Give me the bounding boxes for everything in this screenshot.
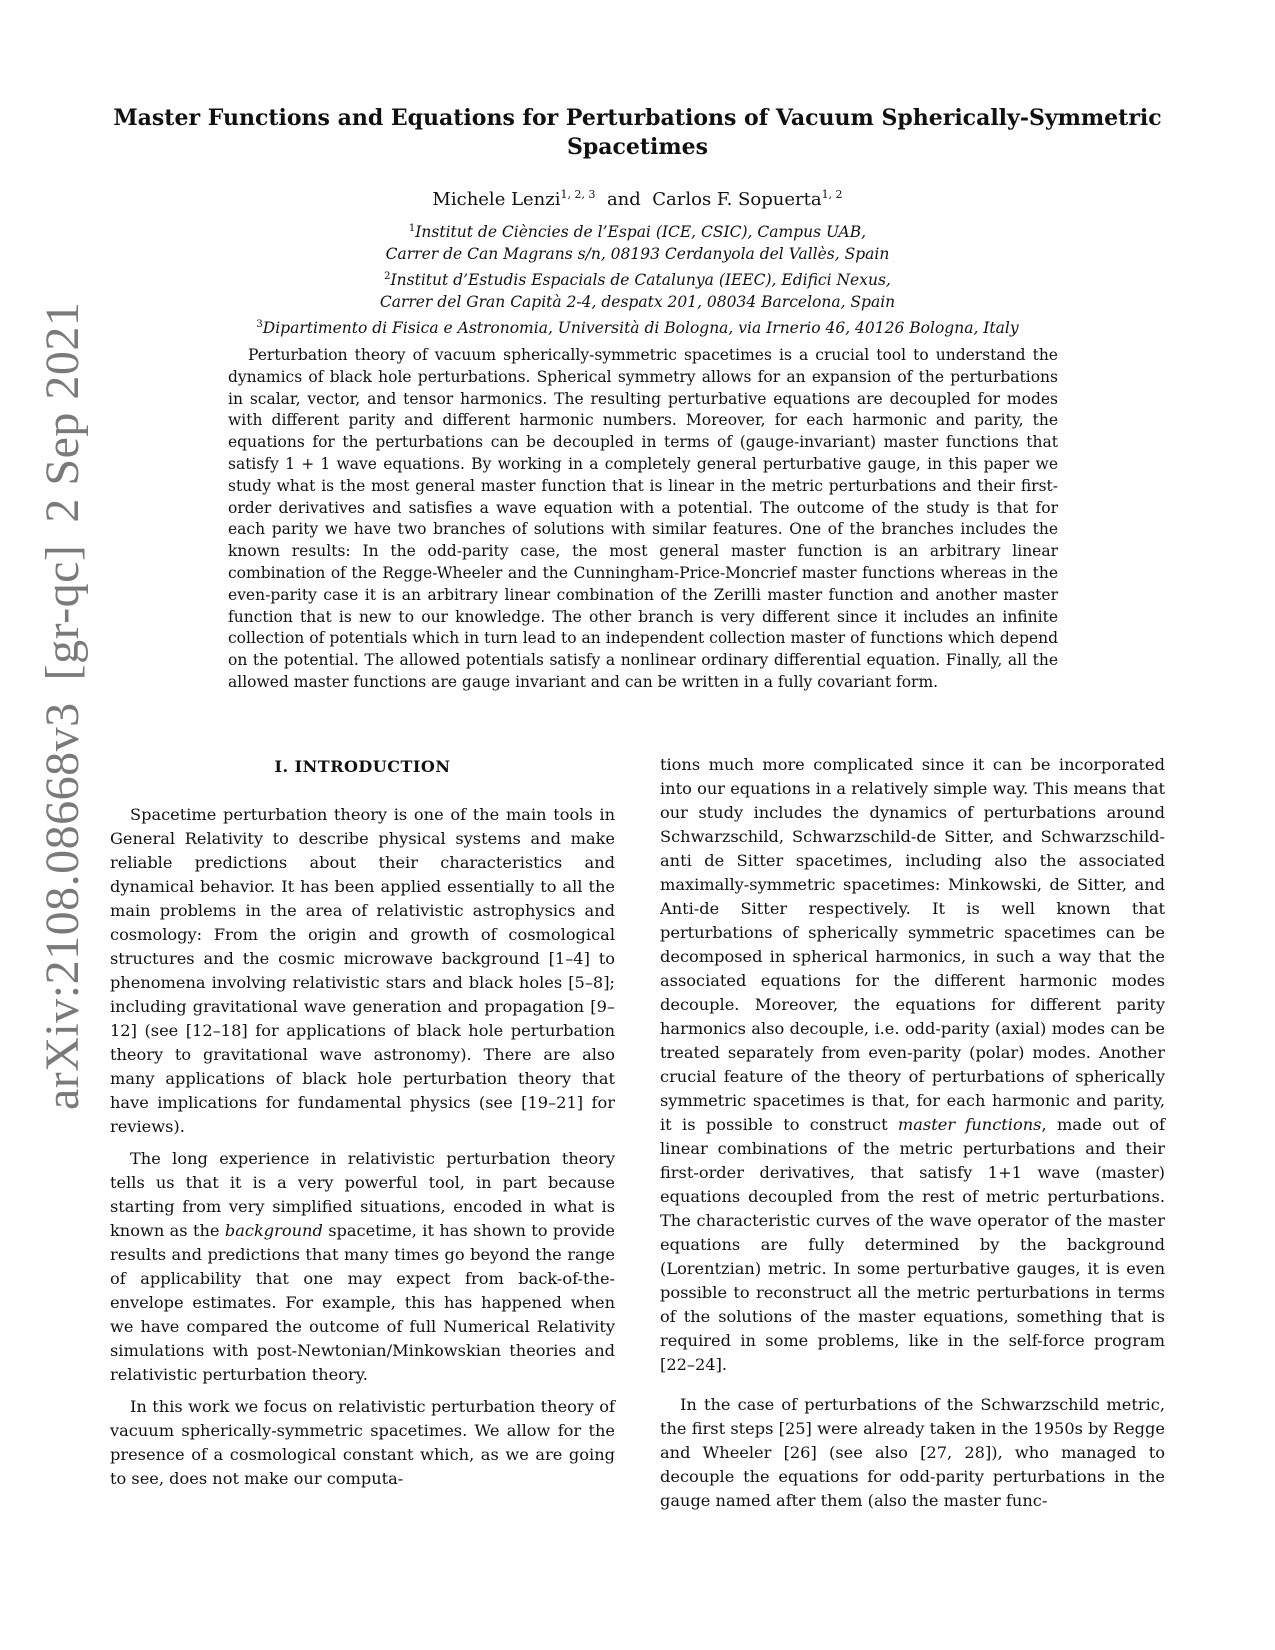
affiliation-text: Carrer de Can Magrans s/n, 08193 Cerdanyola del Vallès, Spain [385,244,890,263]
paragraph-text: The long experience in relativistic perturbation theory tells us that it is a very powerful tool, in part because starting from very simplified situations, encoded in what is known as the [110,1149,615,1240]
affiliation-text: Dipartimento di Fisica e Astronomia, Università di Bologna, via Irnerio 46, 40126 Bologna, Italy [262,318,1019,337]
author-affiliation-marks: 1, 2, 3 [560,188,596,201]
emphasized-term: master functions [897,1115,1042,1134]
affiliation-line [100,266,1175,292]
author-conjunction: and [606,189,641,210]
abstract: Perturbation theory of vacuum spherically-symmetric spacetimes is a crucial tool to understand the dynamics of black hole perturbations. Spherical symmetry allows for an expansion of the perturbations in scalar, vector, and tensor harmonics. The resulting perturbative equations are decoupled for modes with different parity and different harmonic numbers. Moreover, for each harmonic and parity, the equations for the perturbations can be decoupled in terms of (gauge-invariant) master functions that satisfy 1 + 1 wave equations. By working in a completely general perturbative gauge, in this paper we study what is the most general master function that is linear in the metric perturbations and their first-order derivatives and satisfies a wave equation with a potential. The outcome of the study is that for each parity we have two branches of solutions with similar features. One of the branches includes the known results: In the odd-parity case, the most general master function is an arbitrary linear combination of the Regge-Wheeler and the Cunningham-Price-Moncrief master functions whereas in the even-parity case it is an arbitrary linear combination of the Zerilli master function and another master function that is new to our knowledge. The other branch is very different since it includes an infinite collection of potentials which in turn lead to an independent collection master of functions which depend on the potential. The allowed potentials satisfy a nonlinear ordinary differential equation. Finally, all the allowed master functions are gauge invariant and can be written in a fully covariant form. [228,346,1058,691]
affiliation-mark: 2 [384,270,391,282]
affiliation-text: Institut de Ciències de l’Espai (ICE, CSIC), Campus UAB, [415,223,867,242]
arxiv-category: [gr-qc] [36,544,89,681]
paragraph-text: spacetime, it has shown to provide results and predictions that many times go beyond the range of applicability that one may expect from back-of-the-envelope estimates. For example, this has happened when we have compared the outcome of full Numerical Relativity simulations with post-Newtonian/Minkowskian theories and relativistic perturbation theory. [110,1221,615,1384]
arxiv-identifier-stamp [35,302,90,1110]
body-paragraph: In the case of perturbations of the Schwarzschild metric, the first steps [25] were already taken in the 1950s by Regge and Wheeler [26] (see also [27, 28]), who managed to decouple the equations for odd-parity perturbations in the gauge named after them (also the master func- [660,1395,1165,1510]
section-heading: I. INTRODUCTION [274,757,451,776]
arxiv-date: 2 Sep 2021 [36,301,89,523]
paper-title: Master Functions and Equations for Perturbations of Vacuum Spherically-Symmetric Spacetimes [113,105,1162,160]
right-column [660,753,1165,1521]
affiliation-text: Carrer del Gran Capità 2-4, despatx 201, 08034 Barcelona, Spain [379,292,896,311]
emphasized-term: background [224,1221,323,1240]
author-affiliation-marks: 1, 2 [821,188,843,201]
affiliation-mark: 1 [408,223,416,234]
affiliation-line [100,314,1175,340]
body-paragraph [660,753,1165,1377]
author-list [100,188,1175,210]
body-paragraph [110,1147,615,1387]
left-column [110,755,615,1499]
affiliation-text: Institut d’Estudis Espacials de Catalunya (IEEC), Edifici Nexus, [390,270,891,289]
author-name: Michele Lenzi [432,189,561,210]
affiliations [100,218,1175,339]
affiliation-line [100,292,1175,314]
affiliation-line [100,244,1175,266]
paragraph-text: , made out of linear combinations of the metric perturbations and their first-order derivatives, that satisfy 1+1 wave (master) equations decoupled from the rest of metric perturbations. The characteristic curves of the wave operator of the master equations are fully determined by the background (Lorentzian) metric. In some perturbative gauges, it is even possible to reconstruct all the metric perturbations in terms of the solutions of the master equations, something that is required in some problems, like in the self-force program [22–24]. [660,1115,1165,1374]
affiliation-mark: 3 [256,318,263,330]
paragraph-text: tions much more complicated since it can be incorporated into our equations in a relatively simple way. This means that our study includes the dynamics of perturbations around Schwarzschild, Schwarzschild-de Sitter, and Schwarzschild-anti de Sitter spacetimes, including also the associated maximally-symmetric spacetimes: Minkowski, de Sitter, and Anti-de Sitter respectively. It is well known that perturbations of spherically symmetric spacetimes can be decomposed in spherical harmonics, in such a way that the associated equations for the different harmonic modes decouple. Moreover, the equations for different parity harmonics also decouple, i.e. odd-parity (axial) modes can be treated separately from even-parity (polar) modes. Another crucial feature of the theory of perturbations of spherically symmetric spacetimes is that, for each harmonic and parity, it is possible to construct [660,755,1165,1134]
arxiv-id: arXiv:2108.08668v3 [36,702,89,1110]
body-paragraph: Spacetime perturbation theory is one of the main tools in General Relativity to describe physical systems and make reliable predictions about their characteristics and dynamical behavior. It has been applied essentially to all the main problems in the area of relativistic astrophysics and cosmology: From the origin and growth of cosmological structures and the cosmic microwave background [1–4] to phenomena involving relativistic stars and black holes [5–8]; including gravitational wave generation and propagation [9–12] (see [12–18] for applications of black hole perturbation theory to gravitational wave astronomy). There are also many applications of black hole perturbation theory that have implications for fundamental physics (see [19–21] for reviews). [110,805,615,1136]
affiliation-line [100,218,1175,244]
author-name: Carlos F. Sopuerta [652,189,822,210]
body-paragraph: In this work we focus on relativistic perturbation theory of vacuum spherically-symmetric spacetimes. We allow for the presence of a cosmological constant which, as we are going to see, does not make our computa- [110,1397,615,1488]
